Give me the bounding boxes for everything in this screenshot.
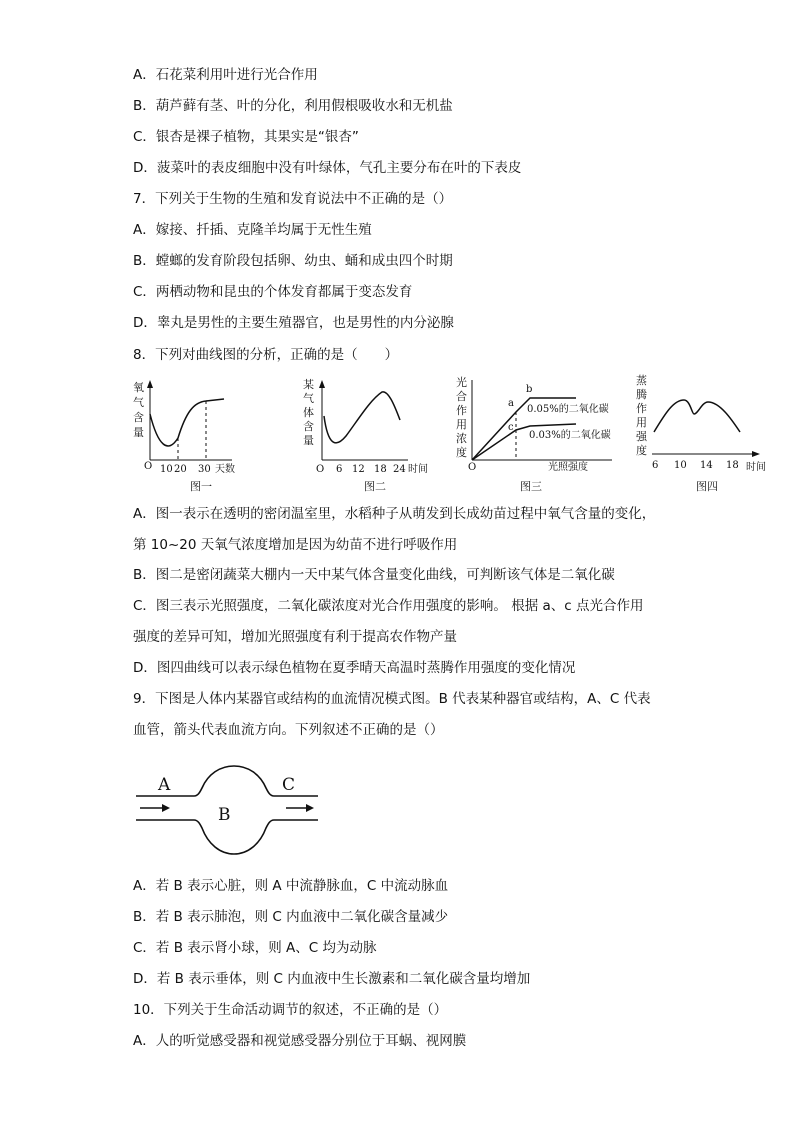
fig4-curve bbox=[654, 400, 740, 432]
fig2-tick-6: 6 bbox=[336, 464, 343, 475]
q10-stem: 10．下列关于生命活动调节的叙述，不正确的是（） bbox=[133, 1002, 448, 1018]
q9-label-a: A bbox=[158, 775, 171, 795]
figure-1 bbox=[128, 376, 246, 496]
fig2-tick-18: 18 bbox=[374, 464, 387, 475]
fig4-x-arrow bbox=[752, 451, 760, 457]
fig1-tick-10: 10 bbox=[160, 464, 173, 475]
fig4-tick-6: 6 bbox=[652, 460, 659, 471]
q9-option-c: C．若 B 表示肾小球，则 A、C 均为动脉 bbox=[133, 940, 377, 956]
q9-vessel-bottom bbox=[136, 820, 318, 854]
fig4-ylabel: 蒸 腾 作 用 强 度 bbox=[636, 374, 647, 457]
fig2-y-arrow bbox=[319, 380, 325, 388]
figure-4 bbox=[632, 372, 772, 496]
q7-option-c: C．两栖动物和昆虫的个体发育都属于变态发育 bbox=[133, 284, 413, 300]
q9-arrow-out-head bbox=[306, 804, 314, 812]
q10-option-a: A．人的听觉感受器和视觉感受器分别位于耳蜗、视网膜 bbox=[133, 1033, 467, 1049]
fig3-line2-label: 0.03%的二氧化碳 bbox=[529, 430, 611, 441]
fig3-ylabel: 光 合 作 用 浓 度 bbox=[456, 376, 467, 459]
fig4-tick-14: 14 bbox=[700, 460, 713, 471]
fig2-caption: 图二 bbox=[364, 480, 386, 493]
fig3-x-label: 光照强度 bbox=[548, 462, 588, 473]
fig2-ylabel: 某 气 体 含 量 bbox=[303, 378, 314, 447]
fig3-line1-label: 0.05%的二氧化碳 bbox=[527, 404, 609, 415]
fig1-caption: 图一 bbox=[190, 480, 212, 493]
q8-option-a-line1: A．图一表示在透明的密闭温室里，水稻种子从萌发到长成幼苗过程中氧气含量的变化， bbox=[133, 506, 656, 522]
q8-option-d: D．图四曲线可以表示绿色植物在夏季晴天高温时蒸腾作用强度的变化情况 bbox=[133, 660, 576, 676]
fig3-point-c: c bbox=[508, 422, 514, 433]
q9-stem-line1: 9．下图是人体内某器官或结构的血流情况模式图。B 代表某种器官或结构，A、C 代表 bbox=[133, 691, 651, 707]
q7-stem: 7．下列关于生物的生殖和发育说法中不正确的是（） bbox=[133, 191, 453, 207]
q6-option-c: C．银杏是裸子植物，其果实是“银杏” bbox=[133, 129, 359, 145]
fig2-x-unit: 时间 bbox=[408, 464, 428, 475]
fig1-ylabel: 氧 气 含 量 bbox=[133, 381, 144, 439]
q9-stem-line2: 血管，箭头代表血流方向。下列叙述不正确的是（） bbox=[133, 722, 444, 738]
fig1-tick-30: 30 bbox=[198, 464, 211, 475]
fig4-caption: 图四 bbox=[696, 480, 718, 493]
q9-diagram bbox=[136, 762, 326, 862]
q7-option-d: D．睾丸是男性的主要生殖器官，也是男性的内分泌腺 bbox=[133, 315, 454, 331]
figure-3 bbox=[452, 374, 632, 496]
q6-option-b: B．葫芦藓有茎、叶的分化，利用假根吸收水和无机盐 bbox=[133, 98, 453, 114]
fig2-curve bbox=[324, 392, 400, 443]
q9-option-a: A．若 B 表示心脏，则 A 中流静脉血，C 中流动脉血 bbox=[133, 878, 449, 894]
fig1-tick-20: 20 bbox=[174, 464, 187, 475]
fig3-point-a: a bbox=[508, 398, 514, 409]
fig3-origin: O bbox=[468, 462, 477, 473]
fig1-y-arrow bbox=[147, 380, 153, 388]
q7-option-b: B．螳螂的发育阶段包括卵、幼虫、蛹和成虫四个时期 bbox=[133, 253, 453, 269]
q9-option-d: D．若 B 表示垂体，则 C 内血液中生长激素和二氧化碳含量均增加 bbox=[133, 971, 531, 987]
q8-option-a-line2: 第 10~20 天氧气浓度增加是因为幼苗不进行呼吸作用 bbox=[133, 537, 458, 553]
q9-option-b: B．若 B 表示肺泡，则 C 内血液中二氧化碳含量减少 bbox=[133, 909, 449, 925]
fig2-origin: O bbox=[316, 464, 325, 475]
fig4-tick-18: 18 bbox=[726, 460, 739, 471]
fig2-tick-12: 12 bbox=[352, 464, 365, 475]
q6-option-a: A．石花菜利用叶进行光合作用 bbox=[133, 67, 318, 83]
q7-option-a: A．嫁接、扦插、克隆羊均属于无性生殖 bbox=[133, 222, 372, 238]
fig1-x-unit: 天数 bbox=[215, 464, 235, 475]
fig4-tick-10: 10 bbox=[674, 460, 687, 471]
q6-option-d: D．菠菜叶的表皮细胞中没有叶绿体，气孔主要分布在叶的下表皮 bbox=[133, 160, 522, 176]
q8-option-c-line2: 强度的差异可知，增加光照强度有利于提高农作物产量 bbox=[133, 629, 457, 645]
fig2-tick-24: 24 bbox=[393, 464, 406, 475]
q9-label-b: B bbox=[218, 805, 231, 825]
q8-stem: 8．下列对曲线图的分析，正确的是（ ） bbox=[133, 347, 399, 363]
q8-option-c-line1: C．图三表示光照强度，二氧化碳浓度对光合作用强度的影响。 根据 a、c 点光合作用 bbox=[133, 598, 644, 614]
fig3-point-b: b bbox=[526, 384, 533, 395]
q8-option-b: B．图二是密闭蔬菜大棚内一天中某气体含量变化曲线，可判断该气体是二氧化碳 bbox=[133, 567, 615, 583]
fig1-origin: O bbox=[144, 461, 153, 472]
q9-label-c: C bbox=[282, 775, 296, 795]
q9-arrow-in-head bbox=[162, 804, 170, 812]
fig4-x-unit: 时间 bbox=[746, 462, 766, 473]
figure-2 bbox=[298, 376, 438, 496]
fig3-caption: 图三 bbox=[520, 480, 542, 493]
fig1-curve bbox=[150, 399, 224, 446]
